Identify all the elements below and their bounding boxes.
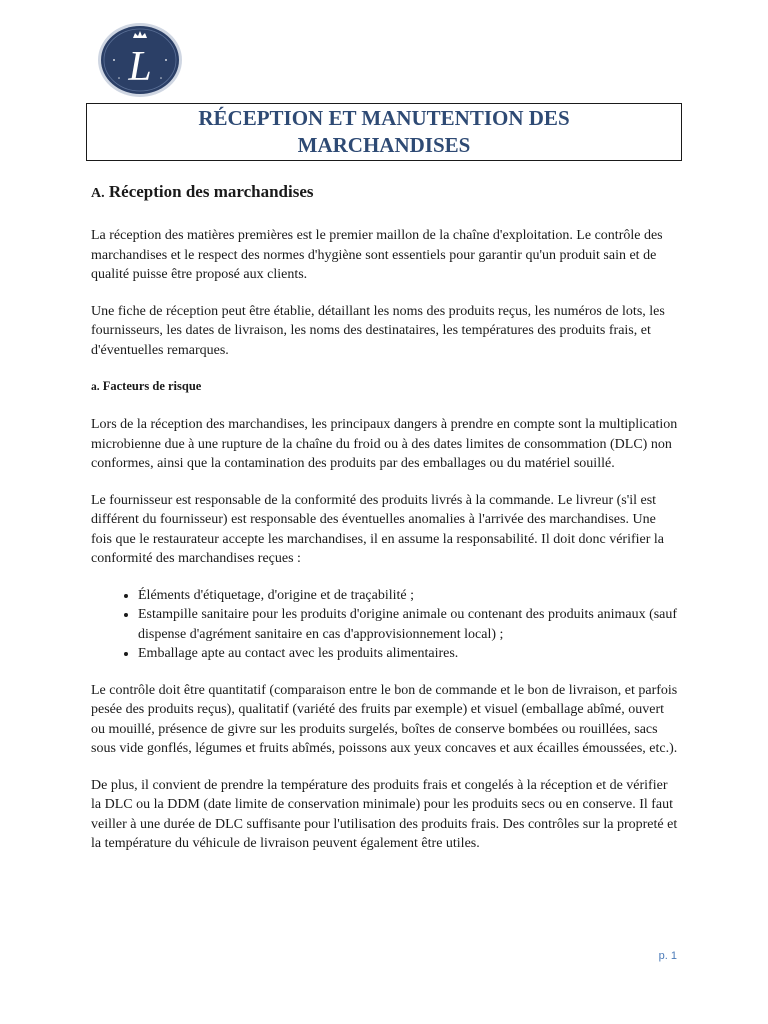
paragraph: Une fiche de réception peut être établie, détaillant les noms des produits reçus, les numéros de lots, les fournisseurs, les dates de livraison, les noms des destinataires, les températures des produits frais, et d'éventuelles remarques. [91, 303, 665, 358]
section-heading [91, 180, 679, 206]
list-item: • Estampille sanitaire pour les produits d'origine animale ou contenant des produits animaux (sauf dispense d'agrément sanitaire en cas d'approvisionnement local) ; [138, 605, 679, 644]
paragraph: Lors de la réception des marchandises, les principaux dangers à prendre en compte sont la multiplication microbienne due à une rupture de la chaîne du froid ou à des dates limites de consommation (DLC) non conformes, ainsi que la contamination des produits par des emballages ou du matériel souillé. [91, 417, 678, 471]
paragraph: Le contrôle doit être quantitatif (comparaison entre le bon de commande et le bon de livraison, et parfois pesée des produits reçus), qualitatif (variété des fruits par exemple) et visuel (emballage abîmé, ouvert ou mouillé, présence de givre sur les produits surgelés, boîtes de conserve bombées ou rouillées, sacs sous vide gonflés, légumes et fruits abîmés, poissons aux yeux concaves et aux écailles émoussées, etc.). [91, 682, 678, 756]
section-title: Réception des marchandises [108, 182, 314, 201]
subsection-letter: a. [91, 381, 100, 393]
logo-emblem-icon [97, 22, 183, 98]
company-logo [97, 22, 183, 98]
paragraph: La réception des matières premières est le premier maillon de la chaîne d'exploitation. Le contrôle des marchandises et le respect des normes d'hygiène sont essentiels pour garantir qu'un produit sain et de qualité puisse être proposé aux clients. [91, 228, 663, 282]
list-item: • Emballage apte au contact avec les produits alimentaires. [138, 644, 679, 664]
document-title-box [86, 103, 682, 161]
subsection-heading [91, 377, 679, 396]
bullet-list [91, 586, 679, 664]
paragraph: Le fournisseur est responsable de la conformité des produits livrés à la commande. Le livreur (s'il est différent du fournisseur) est responsable des éventuelles anomalies à l'arrivée des marchandises. Une fois que le restaurateur accepte les marchandises, il en assume la responsabilité. Il doit donc vérifier la conformité des marchandises reçues : [91, 492, 665, 566]
page-number: p. 1 [658, 950, 677, 962]
list-item: • Éléments d'étiquetage, d'origine et de traçabilité ; [138, 586, 679, 606]
logo-letter: L [128, 44, 152, 90]
document-body [91, 180, 679, 871]
section-letter: A. [91, 186, 105, 201]
subsection-title: Facteurs de risque [102, 379, 202, 393]
document-title: RÉCEPTION ET MANUTENTION DES MARCHANDISES [198, 106, 570, 157]
paragraph: De plus, il convient de prendre la température des produits frais et congelés à la réception et de vérifier la DLC ou la DDM (date limite de conservation minimale) pour les produits secs ou en conserve. Il faut veiller à une durée de DLC suffisante pour l'utilisation des produits frais. Des contrôles sur la propreté et la température du véhicule de livraison peuvent également être utiles. [91, 777, 678, 851]
